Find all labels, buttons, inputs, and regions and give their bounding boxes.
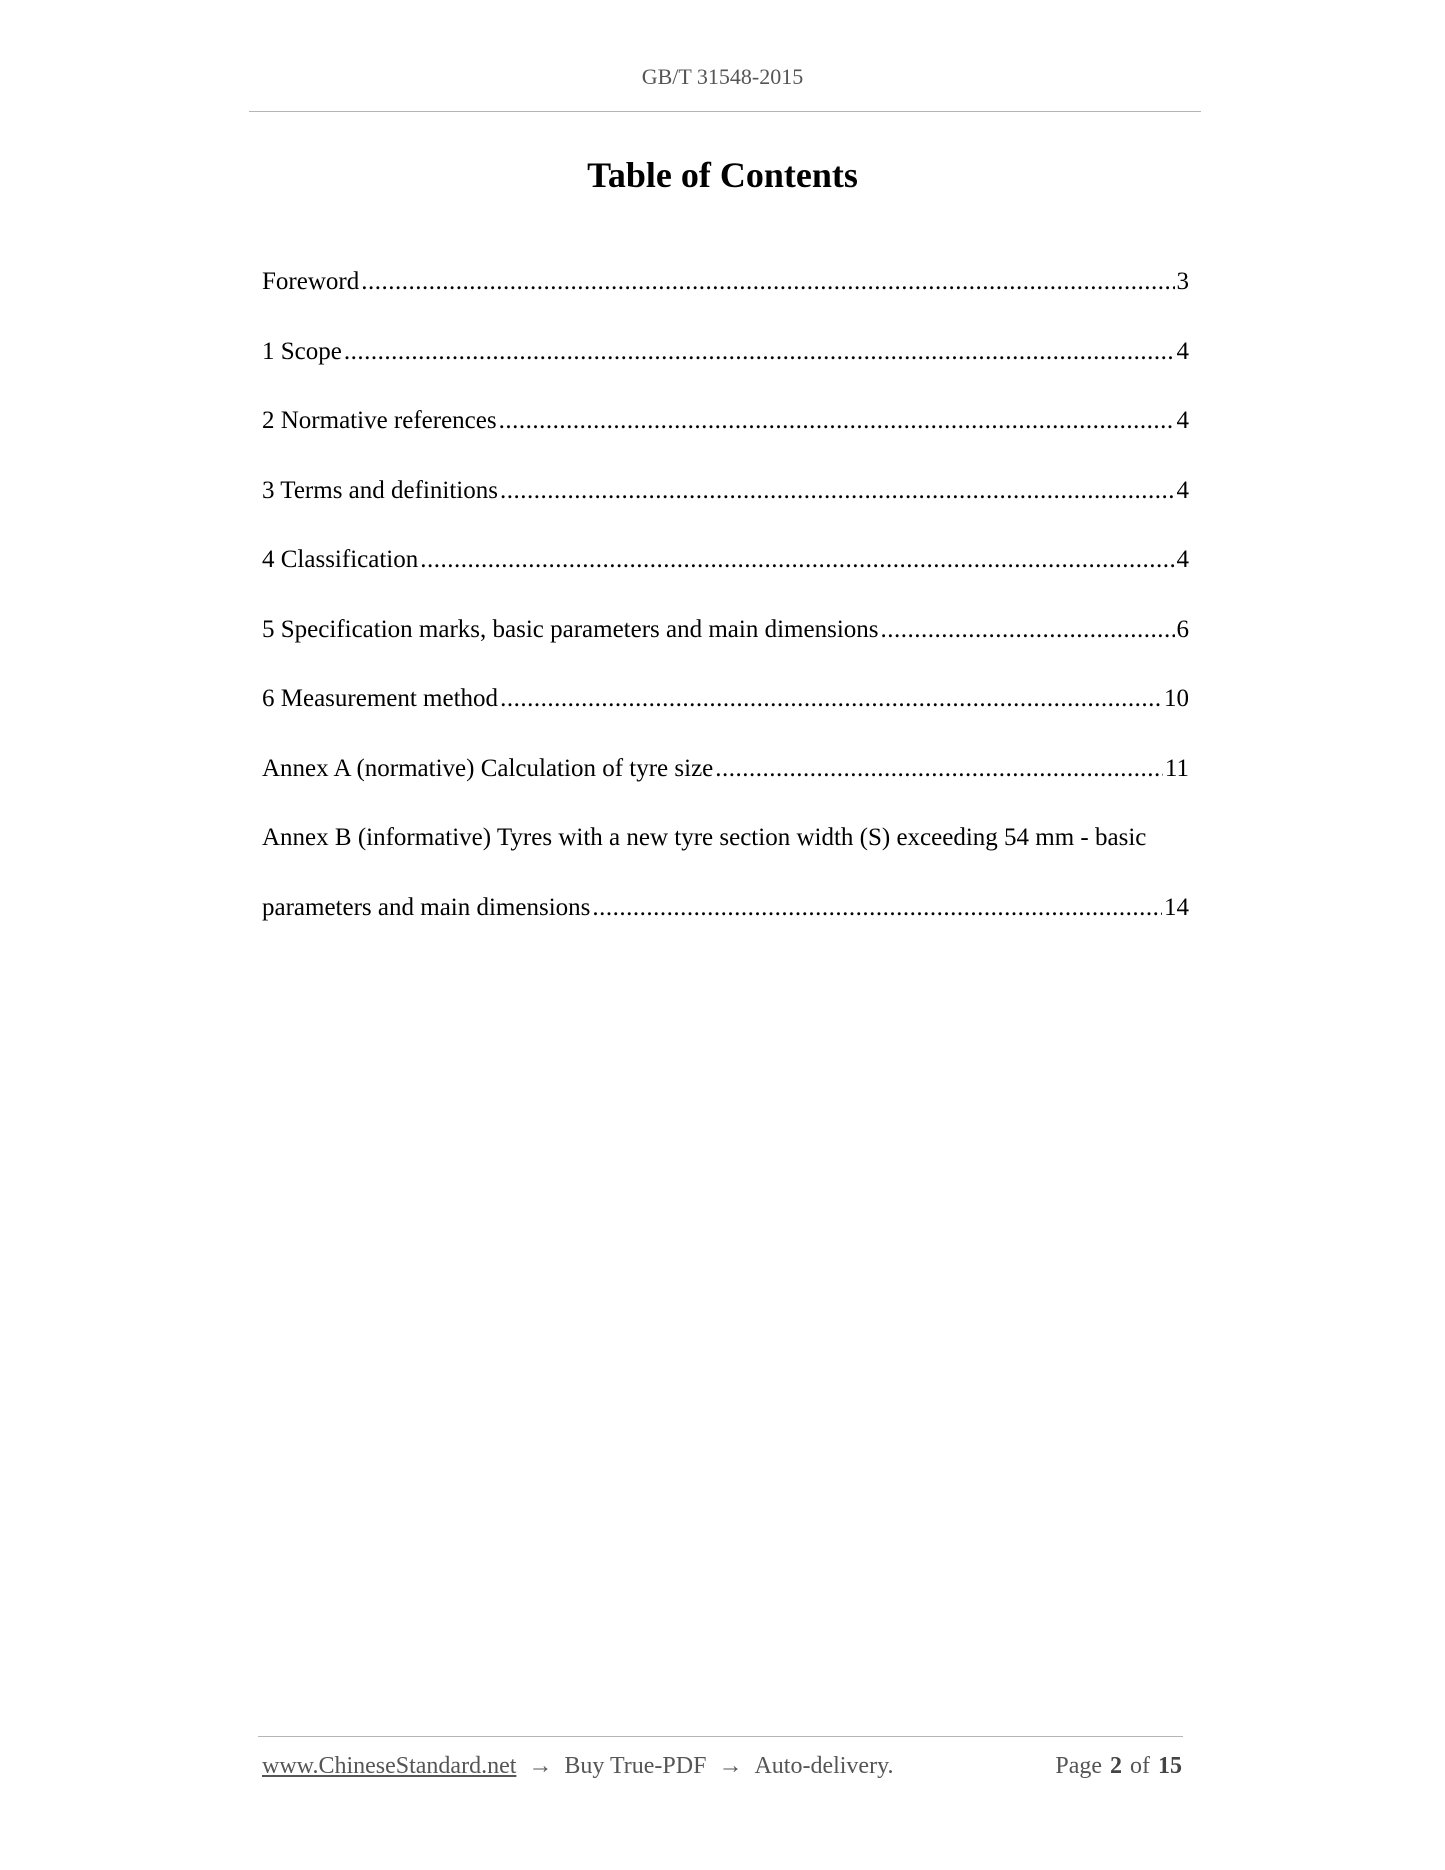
buy-pdf-text: Buy True-PDF	[564, 1753, 707, 1779]
toc-entry-page: 3	[1176, 268, 1189, 295]
toc-entry-page: 11	[1164, 754, 1189, 782]
toc-dot-leader	[881, 610, 1175, 650]
arrow-right-icon: →	[718, 1753, 743, 1779]
toc-entry-label-line1: Annex B (informative) Tyres with a new tyre section width (S) exceeding 54 mm - basic	[262, 824, 1147, 851]
toc-entry-measurement-method[interactable]	[262, 679, 1189, 749]
toc-dot-leader	[592, 888, 1162, 928]
page-current: 2	[1110, 1753, 1122, 1779]
toc-entry-label: 5 Specification marks, basic parameters and main dimensions	[262, 615, 879, 643]
toc-entry-page: 4	[1176, 476, 1189, 504]
toc-dot-leader	[715, 749, 1163, 789]
toc-dot-leader	[500, 471, 1175, 511]
toc-entry-page: 10	[1164, 685, 1189, 712]
toc-entry-label: 4 Classification	[262, 546, 419, 573]
toc-dot-leader	[500, 679, 1162, 719]
toc-entry-specification-marks[interactable]	[262, 610, 1189, 680]
toc-entry-label: 3 Terms and definitions	[262, 476, 498, 504]
toc-entry-label: 6 Measurement method	[262, 685, 499, 712]
toc-entry-terms-definitions[interactable]	[262, 471, 1189, 541]
toc-entry-classification[interactable]	[262, 540, 1189, 610]
header-divider	[249, 111, 1201, 112]
toc-entry-annex-b[interactable]	[262, 818, 1189, 957]
toc-entry-annex-a[interactable]	[262, 749, 1189, 819]
page-label: Page	[1055, 1753, 1102, 1779]
toc-entry-page: 6	[1176, 615, 1189, 643]
toc-dot-leader	[420, 540, 1174, 580]
toc-entry-foreword[interactable]	[262, 262, 1189, 332]
website-link[interactable]: www.ChineseStandard.net	[262, 1753, 517, 1779]
toc-entry-label: Foreword	[262, 268, 360, 295]
footer-divider	[258, 1736, 1183, 1737]
toc-entry-page: 4	[1176, 407, 1189, 434]
of-label: of	[1130, 1753, 1150, 1779]
toc-dot-leader	[344, 332, 1175, 372]
page-header: GB/T 31548-2015	[641, 64, 804, 89]
toc-entry-page: 14	[1164, 893, 1189, 921]
toc-dot-leader	[499, 401, 1175, 441]
toc-dot-leader	[361, 262, 1174, 302]
toc-entry-label-line2: parameters and main dimensions	[262, 893, 591, 921]
page-total: 15	[1158, 1753, 1182, 1779]
table-of-contents	[262, 262, 1189, 957]
footer-promo	[262, 1753, 894, 1780]
page-title: Table of Contents	[587, 155, 858, 195]
page-number	[1047, 1753, 1182, 1780]
auto-delivery-text: Auto-delivery.	[754, 1753, 894, 1779]
arrow-right-icon: →	[528, 1753, 553, 1779]
toc-entry-label: 2 Normative references	[262, 407, 497, 434]
toc-entry-page: 4	[1176, 337, 1189, 365]
toc-entry-scope[interactable]	[262, 332, 1189, 402]
page-footer	[262, 1753, 1182, 1780]
toc-entry-label: 1 Scope	[262, 337, 342, 365]
toc-entry-page: 4	[1176, 546, 1189, 573]
toc-entry-label: Annex A (normative) Calculation of tyre size	[262, 754, 714, 782]
toc-entry-normative-references[interactable]	[262, 401, 1189, 471]
toc-entry-annex-b-line2	[262, 888, 1189, 958]
